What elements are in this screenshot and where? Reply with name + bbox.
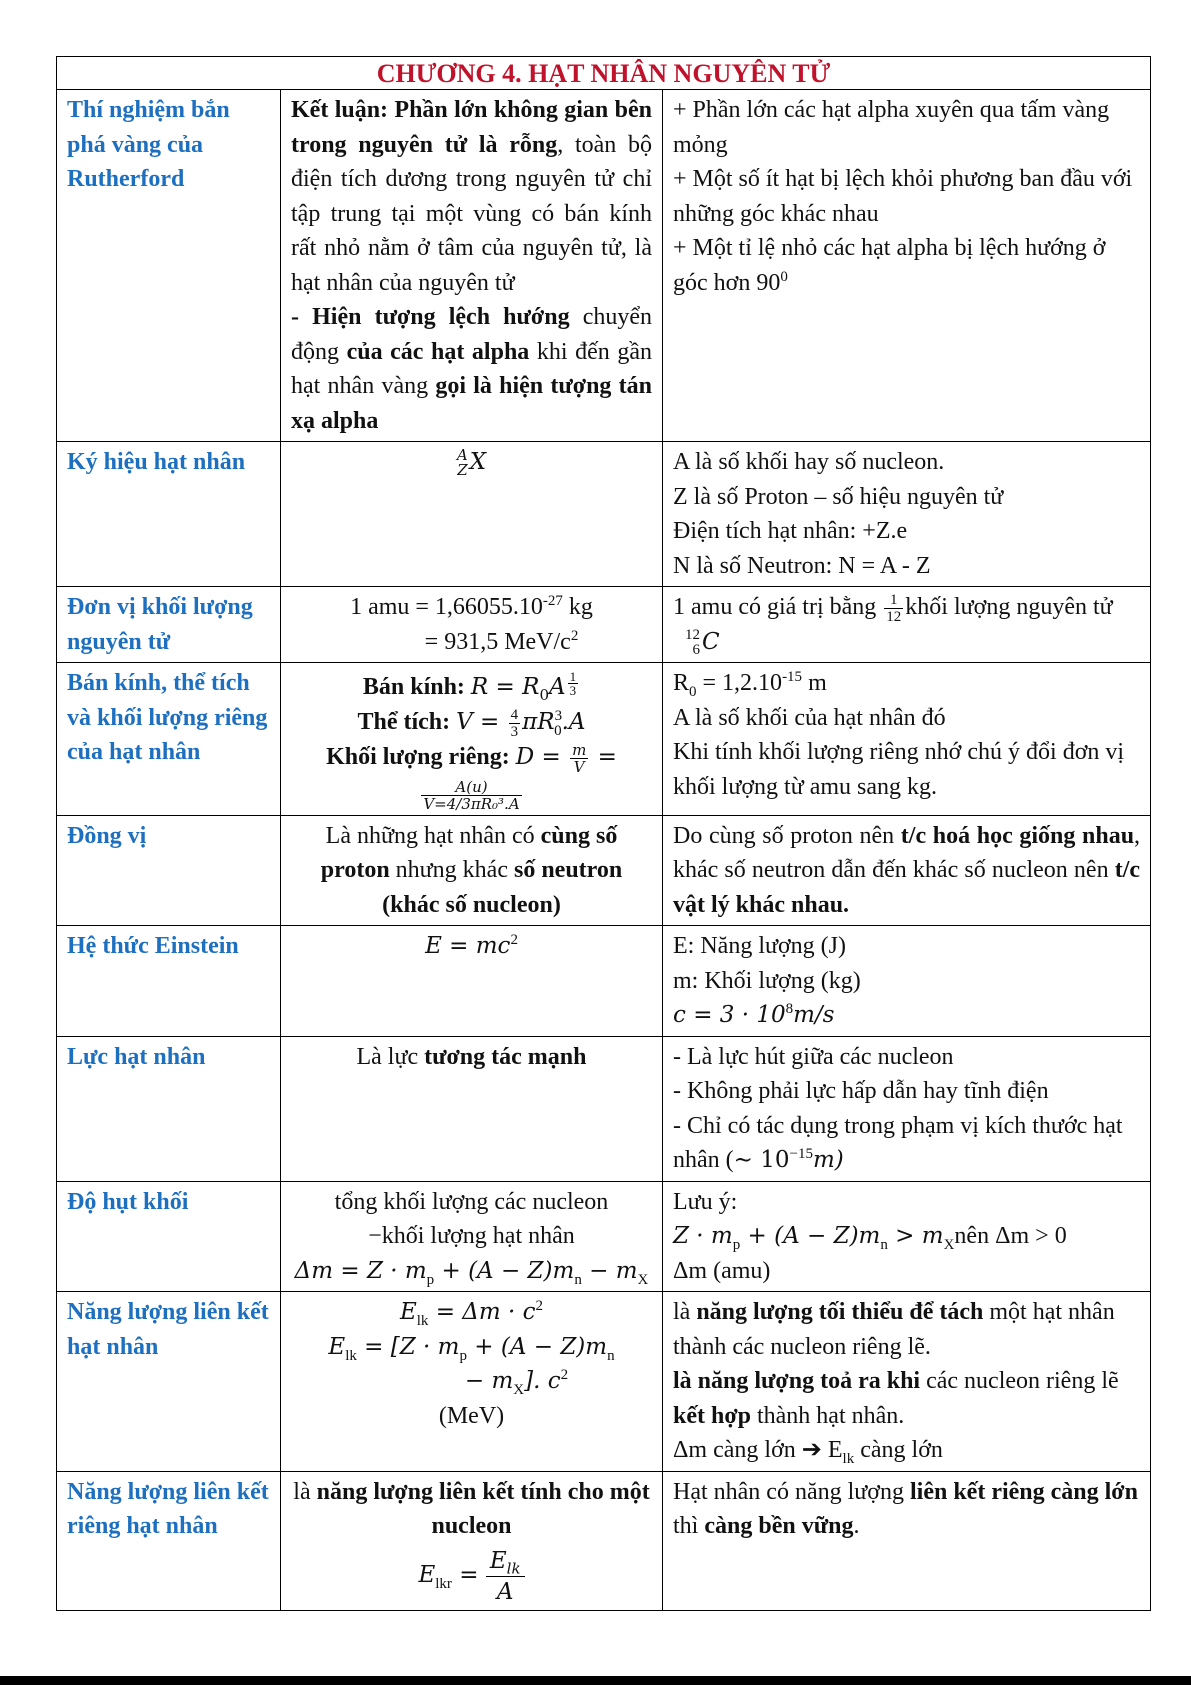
subscript: lk [842,1451,855,1468]
degree-sup: 0 [780,268,788,285]
note-bold: t/c vật lý khác nhau. [673,857,1141,918]
formula: E [418,1561,436,1588]
formula: E [399,1299,417,1326]
amu-text: 1 amu = 1,66055.10 [350,594,543,620]
table-row [57,815,1151,926]
formula: ∼ 10 [733,1147,790,1174]
def-bold: tương tác mạnh [424,1043,587,1070]
numerator: 1 [569,669,577,685]
formula-label: Thể tích: [357,708,457,735]
exponent: -15 [782,669,803,686]
binding-energy-notes [663,1292,1151,1472]
table-row [57,442,1151,587]
formula-line: −khối lượng hạt nhân [368,1223,575,1250]
formula-line [291,1330,652,1365]
specific-binding-notes [663,1471,1151,1610]
note-text: - Chỉ có tác dụng trong phạm vị kích thước hạt nhân ( [673,1112,1123,1174]
density-fraction [291,779,652,812]
note-line: Δm (amu) [673,1257,771,1284]
note-bold: t/c hoá học giống nhau [900,822,1135,849]
def-text: Là lực [356,1043,425,1070]
amu-kg [291,590,652,625]
note-text: càng lớn [854,1437,943,1464]
formula: = [Z · m [356,1333,460,1360]
note-bold: năng lượng tối thiểu để tách [696,1299,984,1326]
formula: E = mc [425,933,511,960]
element-symbol: C [702,628,720,655]
page-bottom-rule [0,1676,1191,1685]
note-line: N là số Neutron: N = A - Z [673,552,931,579]
formula: .A [561,708,586,735]
denominator: V [573,757,585,776]
mass-number: 12 [685,627,700,644]
note-text: các nucleon riêng lẽ [920,1368,1119,1395]
formula: ]. c [524,1368,561,1395]
binding-energy-formula [281,1292,663,1472]
carbon-indices [685,628,700,658]
exponent: 3 [554,707,563,724]
row-label: Độ hụt khối [57,1181,281,1292]
unit-line: (MeV) [438,1402,505,1429]
note-text: Hạt nhân có năng lượng [673,1478,910,1505]
nuclide-notes [663,442,1151,587]
formula: E [328,1333,346,1360]
rutherford-conclusion [281,90,663,442]
formula-line [291,1546,652,1607]
denominator: 3 [510,723,519,740]
formula-line [291,1364,652,1399]
note-text: Do cùng số proton nên [673,822,901,849]
subscript: 0 [554,722,562,739]
denominator: 3 [569,683,577,699]
note-text: Δm càng lớn [673,1437,802,1464]
formula: Z · m [673,1223,733,1250]
formula: Δm = Z · m [294,1257,427,1284]
formula: D = [515,743,569,770]
subscript: X [943,1237,955,1254]
summary-table [56,56,1151,1611]
exponent: 2 [560,1367,569,1384]
phenomenon-bold: gọi là hiện tượng tán xạ alpha [291,373,652,434]
def-bold: cùng số proton [320,822,618,884]
observation [673,231,1140,300]
exponent: 2 [570,627,579,644]
formula: m/s [793,1002,835,1029]
note-text: = 1,2.10 [696,670,783,697]
row-label: Đồng vị [57,815,281,926]
subscript: p [426,1271,435,1288]
exponent: −15 [789,1146,813,1163]
row-label: Lực hạt nhân [57,1036,281,1181]
element-symbol: X [469,449,487,475]
title-row [57,57,1151,90]
formula: − m [464,1368,514,1395]
phenomenon-text: khi đến gần hạt nhân vàng [291,338,652,399]
mass-defect-notes [663,1181,1151,1292]
denominator: A [496,1578,514,1605]
table-row [57,1471,1151,1610]
fraction [884,592,903,625]
fraction [570,742,588,775]
note-text: E [821,1437,843,1464]
einstein-formula [281,926,663,1037]
row-label: Đơn vị khối lượng nguyên tử [57,587,281,663]
exponent: 2 [535,1298,544,1315]
def-bold: (khác số nucleon) [382,891,561,918]
radius-formulas [281,663,663,815]
note-text: , khác số neutron dẫn đến khác số nucleon nên [673,822,1141,884]
def-bold: số neutron [513,857,623,884]
phenomenon-bold: lệch hướng [448,304,570,330]
subscript: p [459,1347,467,1364]
formula: R = R [470,674,540,701]
subscript: X [637,1271,649,1288]
phenomenon-dash: - Hiện tượng [291,304,449,330]
einstein-notes [663,926,1151,1037]
summary-sheet [56,56,1150,1611]
numerator: 1 [884,592,903,609]
numerator: A(u) [421,779,521,796]
table-row [57,1292,1151,1472]
formula: > m [887,1223,944,1250]
isotope-definition [281,815,663,926]
subscript: 0 [689,684,697,701]
conclusion-bold: Kết luận: Phần lớn không gian bên trong nguyên tử là rỗng [291,97,652,158]
formula-label: Khối lượng riêng: [326,743,516,770]
subscript: n [607,1347,615,1364]
numerator [486,1546,525,1577]
note-text: thì [673,1513,705,1540]
volume-formula [291,705,652,740]
denominator: V=4/3πR₀³.A [423,794,520,813]
note-bold: là năng lượng toả ra khi [673,1368,921,1395]
nuclide-indices [457,448,468,478]
note-line: - Không phải lực hấp dẫn hay tĩnh điện [673,1078,1049,1105]
fraction [509,707,521,740]
row-label: Ký hiệu hạt nhân [57,442,281,587]
note-line: E: Năng lượng (J) [673,933,847,960]
formula: = [451,1561,486,1588]
formula: + (A − Z)m [434,1257,575,1284]
exponent: 8 [785,1001,794,1018]
table-row [57,1181,1151,1292]
isotope-notes [663,815,1151,926]
subscript: lkr [435,1575,452,1592]
formula: m) [812,1147,844,1174]
rutherford-observations [663,90,1151,442]
note-bold: càng bền vững [704,1513,854,1540]
formula: = Δm · c [428,1299,536,1326]
row-label: Năng lượng liên kết hạt nhân [57,1292,281,1472]
note-line [673,1109,1140,1178]
radius-notes [663,663,1151,815]
phenomenon-text: chuyển động [291,304,653,365]
numerator: m [572,740,587,759]
note-line: A là số khối hay số nucleon. [673,449,945,475]
note-line: - Là lực hút giữa các nucleon [673,1043,954,1070]
nuclear-force-notes [663,1036,1151,1181]
numerator: 4 [510,706,519,723]
note-text: thành hạt nhân. [750,1402,905,1429]
formula: = [590,743,617,770]
denominator: 12 [886,608,902,625]
def-text: nhưng khác [389,857,514,884]
amu-definition [281,587,663,663]
formula-line: tổng khối lượng các nucleon [334,1188,609,1215]
note-text: 1 amu có giá trị bằng [673,594,883,620]
arrow-icon: ➔ [801,1437,822,1464]
subscript: p [732,1237,741,1254]
exponent-fraction [568,670,579,697]
table-row [57,663,1151,815]
atomic-number: 6 [692,642,700,659]
exponent: 2 [510,932,518,949]
formula: + (A − Z)m [740,1223,881,1250]
def-bold: năng lượng liên kết tính cho một nucleon [316,1478,650,1540]
amu-text: = 931,5 MeV/c [424,628,571,655]
row-label: Năng lượng liên kết riêng hạt nhân [57,1471,281,1610]
table-row [57,90,1151,442]
observation: + Một số ít hạt bị lệch khỏi phương ban đầu với những góc khác nhau [673,166,1133,227]
conclusion-text: , toàn bộ điện tích dương trong nguyên tử chỉ tập trung tại một vùng có bán kính rất nhỏ nằm ở tâm của nguyên tử, là hạt nhân của nguyên tử [291,131,652,296]
note-line: m: Khối lượng (kg) [673,967,861,994]
row-label: Hệ thức Einstein [57,926,281,1037]
row-label: Bán kính, thể tích và khối lượng riêng của hạt nhân [57,663,281,815]
subscript: n [880,1237,888,1254]
mass-defect-formula [281,1181,663,1292]
formula: + (A − Z)m [466,1333,608,1360]
formula: E [489,1547,507,1574]
observation: + Phần lớn các hạt alpha xuyên qua tấm vàng mỏng [673,97,1110,158]
chapter-title: CHƯƠNG 4. HẠT NHÂN NGUYÊN TỬ [57,57,1151,90]
table-row [57,1036,1151,1181]
note-bold: liên kết riêng càng lớn [909,1478,1138,1505]
note-bold: kết hợp [673,1402,751,1429]
fraction [486,1546,525,1607]
note-text: khối lượng nguyên tử [905,594,1113,620]
amu-note [663,587,1151,663]
specific-binding-energy [281,1471,663,1610]
amu-mev [291,625,652,660]
note-line: A là số khối của hạt nhân đó [673,704,946,731]
table-row [57,587,1151,663]
unit: kg [562,594,593,620]
note-text: nên Δm > 0 [954,1223,1067,1250]
phenomenon-bold: của các hạt alpha [346,338,530,365]
note-line [673,998,1140,1033]
formula: c = 3 · 10 [673,1002,786,1029]
subscript: lk [416,1313,429,1330]
formula: − m [581,1257,638,1284]
fraction [421,779,521,812]
formula-line [291,1254,652,1289]
def-text: Là những hạt nhân có [325,822,541,849]
subscript: lk [506,1559,521,1578]
note-line: Khi tính khối lượng riêng nhớ chú ý đổi đơn vị khối lượng từ amu sang kg. [673,739,1125,800]
subscript: X [513,1382,525,1399]
atomic-number: Z [457,461,468,480]
radius-formula [291,670,652,705]
note-line: Lưu ý: [673,1188,738,1215]
mass-number: A [456,446,468,465]
nuclear-force-def [281,1036,663,1181]
note-text: m [802,670,827,697]
note-line: Điện tích hạt nhân: +Z.e [673,518,908,544]
formula-line [291,1295,652,1330]
note-line [673,1219,1140,1254]
subscript: n [574,1271,582,1288]
formula-label: Bán kính: [362,674,471,701]
formula: A [549,674,566,701]
density-formula [291,740,652,775]
table-row [57,926,1151,1037]
formula: V = [456,708,507,735]
observation-text: + Một tỉ lệ nhỏ các hạt alpha bị lệch hướng ở góc hơn 90 [673,235,1106,296]
note-text: R [673,670,690,697]
exponent: -27 [542,593,563,609]
note-text: là [673,1299,697,1326]
note-text: một hạt nhân thành các nucleon riêng lẽ. [673,1299,1115,1360]
note-line: Z là số Proton – số hiệu nguyên tử [673,483,1004,510]
subscript: lk [345,1347,357,1364]
def-text: là [293,1478,317,1505]
subscript: 0 [539,686,549,705]
nuclide-symbol [281,442,663,587]
row-label: Thí nghiệm bắn phá vàng của Rutherford [57,90,281,442]
note-line [673,666,1140,701]
formula: πR [522,708,555,735]
note-text: . [853,1513,860,1540]
